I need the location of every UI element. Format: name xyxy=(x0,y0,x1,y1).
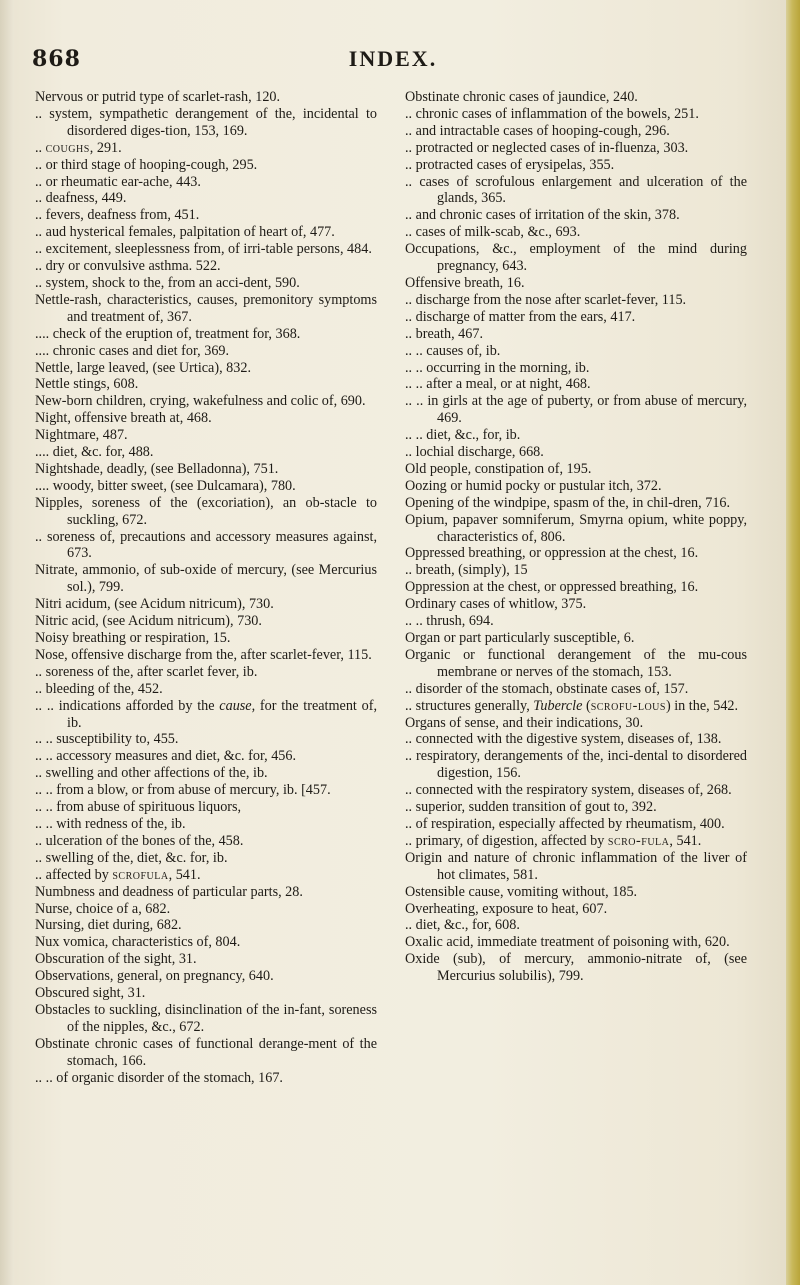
index-entry-text: Nettle, large leaved, (see Urtica), 832. xyxy=(35,359,251,376)
page-title: INDEX. xyxy=(348,46,438,71)
index-entry-text: .. ulceration of the bones of the, 458. xyxy=(35,832,244,849)
index-entry xyxy=(35,782,377,799)
index-entry-text: cause, xyxy=(219,697,256,714)
index-entry-text: .. excitement, sleeplessness from, of irri-table persons, 484. xyxy=(35,241,372,258)
index-entry xyxy=(35,326,377,343)
index-entry-text: .. deafness, 449. xyxy=(35,190,127,207)
index-entry xyxy=(405,275,747,292)
index-entry xyxy=(405,613,747,630)
index-entry xyxy=(35,917,377,934)
index-entry-text: Nitri acidum, (see Acidum nitricum), 730. xyxy=(35,596,274,613)
index-entry-text: Opening of the windpipe, spasm of the, in chil-dren, 716. xyxy=(405,494,731,511)
index-entry xyxy=(35,461,377,478)
index-entry-text: .. .. accessory measures and diet, &c. for, 456. xyxy=(35,748,297,765)
index-entry xyxy=(405,224,747,241)
index-entry xyxy=(35,258,377,275)
index-entry xyxy=(35,275,377,292)
index-entry xyxy=(405,427,747,444)
index-entry xyxy=(405,901,747,918)
index-entry-text: .. breath, (simply), 15 xyxy=(405,562,528,579)
index-entry xyxy=(405,681,747,698)
index-entry xyxy=(405,123,747,140)
index-entry-text: Nursing, diet during, 682. xyxy=(35,917,182,934)
index-entry xyxy=(35,867,377,884)
index-entry-text: .. .. diet, &c., for, ib. xyxy=(405,427,521,444)
index-entry xyxy=(405,748,747,782)
index-entry xyxy=(405,816,747,833)
index-entry xyxy=(35,529,377,563)
index-entry xyxy=(405,833,747,850)
index-entry xyxy=(35,613,377,630)
index-entry-text: Occupations, &c., employment of the mind during pregnancy, 643. xyxy=(405,241,747,275)
index-entry xyxy=(405,393,747,427)
index-entry xyxy=(405,647,747,681)
index-entry-text: .. .. indications afforded by the xyxy=(35,697,220,714)
index-entry-text: Oxalic acid, immediate treatment of poisoning with, 620. xyxy=(405,934,730,951)
index-entry xyxy=(35,241,377,258)
index-entry xyxy=(405,884,747,901)
index-entry xyxy=(35,376,377,393)
index-entry-text: .. disorder of the stomach, obstinate cases of, 157. xyxy=(405,680,689,697)
index-entry-text: Oozing or humid pocky or pustular itch, 372. xyxy=(405,477,662,494)
index-entry xyxy=(35,190,377,207)
index-entry xyxy=(405,495,747,512)
index-entry xyxy=(35,968,377,985)
index-entry-text: .. respiratory, derangements of the, inci-dental to disordered digestion, 156. xyxy=(405,748,747,782)
index-entry xyxy=(35,393,377,410)
index-column-right xyxy=(405,89,747,985)
index-entry-text: .. chronic cases of inflammation of the bowels, 251. xyxy=(405,105,699,122)
index-entry-text: , 541. xyxy=(168,866,201,883)
index-entry-text: .. .. after a meal, or at night, 468. xyxy=(405,376,591,393)
index-entry-text: coughs xyxy=(45,139,90,156)
index-entry-text: Obstacles to suckling, disinclination of the in-fant, soreness of the nipples, &c., 672. xyxy=(35,1001,377,1035)
index-entry xyxy=(35,884,377,901)
index-entry xyxy=(35,765,377,782)
index-entry-text: .. and chronic cases of irritation of the skin, 378. xyxy=(405,207,680,224)
index-entry-text: .... chronic cases and diet for, 369. xyxy=(35,342,230,359)
index-entry xyxy=(405,174,747,208)
page-spine-shadow xyxy=(0,0,14,1285)
page-number: 868 xyxy=(32,46,81,72)
index-entry xyxy=(35,816,377,833)
index-entry xyxy=(35,934,377,951)
index-entry-text: .. or rheumatic ear-ache, 443. xyxy=(35,173,201,190)
index-entry-text: Nettle-rash, characteristics, causes, premonitory symptoms and treatment of, 367. xyxy=(35,291,377,325)
index-entry-text: Overheating, exposure to heat, 607. xyxy=(405,900,608,917)
index-entry-text: Oxide (sub), of mercury, ammonio-nitrate of, (see Mercurius solubilis), 799. xyxy=(405,951,747,985)
index-entry-text: Nitrate, ammonio, of sub-oxide of mercury, (see Mercurius sol.), 799. xyxy=(35,562,377,596)
index-entry-text: .. .. in girls at the age of puberty, or from abuse of mercury, 469. xyxy=(405,393,747,427)
index-entry-text: .. cases of scrofulous enlargement and ulceration of the glands, 365. xyxy=(405,173,747,207)
index-entry xyxy=(35,174,377,191)
index-entry xyxy=(405,917,747,934)
index-entry-text: .. .. occurring in the morning, ib. xyxy=(405,359,590,376)
index-entry-text: Origin and nature of chronic inflammation of the liver of hot climates, 581. xyxy=(405,849,747,883)
index-entry xyxy=(405,782,747,799)
index-entry-text: .. dry or convulsive asthma. 522. xyxy=(35,258,221,275)
index-entry-text: Ostensible cause, vomiting without, 185. xyxy=(405,883,638,900)
index-entry-text: Nervous or putrid type of scarlet-rash, 120. xyxy=(35,89,281,105)
index-entry-text: .. .. susceptibility to, 455. xyxy=(35,731,179,748)
index-entry xyxy=(405,478,747,495)
index-entry-text: .. .. from abuse of spirituous liquors, xyxy=(35,799,242,816)
index-entry xyxy=(405,157,747,174)
index-entry-text: ) in the, 542. xyxy=(665,697,739,714)
index-entry-text: scrofula xyxy=(112,866,169,883)
index-entry-text: .. aud hysterical females, palpitation of heart of, 477. xyxy=(35,224,335,241)
index-entry xyxy=(405,241,747,275)
index-entry-text: .. xyxy=(35,139,46,156)
index-entry-text: Nitric acid, (see Acidum nitricum), 730. xyxy=(35,613,262,630)
index-entry-text: Nurse, choice of a, 682. xyxy=(35,900,171,917)
index-entry-text: .. of respiration, especially affected by rheumatism, 400. xyxy=(405,815,725,832)
index-entry-text: .. system, sympathetic derangement of the, incidental to disordered diges-tion, 153, 169. xyxy=(35,105,377,139)
index-entry xyxy=(405,698,747,715)
index-entry xyxy=(405,461,747,478)
index-entry-text: Opium, papaver somniferum, Smyrna opium, white poppy, characteristics of, 806. xyxy=(405,511,747,545)
index-entry-text: Nose, offensive discharge from the, after scarlet-fever, 115. xyxy=(35,646,372,663)
index-entry-text: .. swelling and other affections of the, ib. xyxy=(35,765,268,782)
index-entry xyxy=(405,106,747,123)
index-entry xyxy=(35,833,377,850)
index-entry xyxy=(405,376,747,393)
index-entry-text: Noisy breathing or respiration, 15. xyxy=(35,630,231,646)
index-entry-text: Obstinate chronic cases of functional derange-ment of the stomach, 166. xyxy=(35,1035,377,1069)
index-entry xyxy=(35,140,377,157)
index-entry xyxy=(35,444,377,461)
index-entry xyxy=(35,207,377,224)
index-entry-text: Nux vomica, characteristics of, 804. xyxy=(35,934,241,951)
index-entry xyxy=(35,89,377,106)
index-entry xyxy=(35,799,377,816)
index-entry xyxy=(405,630,747,647)
index-entry-text: Offensive breath, 16. xyxy=(405,274,525,291)
index-entry-text: .. .. causes of, ib. xyxy=(405,342,501,359)
index-entry-text: Nipples, soreness of the (excoriation), an ob-stacle to suckling, 672. xyxy=(35,494,377,528)
index-entry-text: Ordinary cases of whitlow, 375. xyxy=(405,596,587,613)
index-entry-text: .. breath, 467. xyxy=(405,325,484,342)
index-entry-text: .. .. thrush, 694. xyxy=(405,613,494,630)
index-entry xyxy=(35,698,377,732)
index-column-left xyxy=(35,89,377,1086)
index-entry-text: Obscured sight, 31. xyxy=(35,985,146,1002)
index-entry xyxy=(35,292,377,326)
index-entry xyxy=(35,664,377,681)
index-entry-text: Observations, general, on pregnancy, 640. xyxy=(35,968,274,985)
index-entry-text: Obstinate chronic cases of jaundice, 240. xyxy=(405,89,638,105)
index-entry xyxy=(35,951,377,968)
index-entry xyxy=(35,157,377,174)
index-entry xyxy=(405,951,747,985)
index-entry xyxy=(405,596,747,613)
index-entry-text: scro-fula xyxy=(607,832,670,849)
index-entry-text: .. soreness of, precautions and accessory measures against, 673. xyxy=(35,528,377,562)
index-entry-text: Numbness and deadness of particular parts, 28. xyxy=(35,883,303,900)
index-entry-text: .. protracted or neglected cases of in-fluenza, 303. xyxy=(405,139,689,156)
index-entry-text: .. primary, of digestion, affected by xyxy=(405,832,608,849)
index-entry-text: Organic or functional derangement of the mu-cous membrane or nerves of the stomach, 153. xyxy=(405,646,747,680)
index-entry xyxy=(35,985,377,1002)
index-entry xyxy=(35,630,377,647)
index-entry-text: .. discharge of matter from the ears, 417. xyxy=(405,308,636,325)
index-entry-text: Night, offensive breath at, 468. xyxy=(35,410,212,427)
index-entry xyxy=(35,596,377,613)
index-entry-text: .. diet, &c., for, 608. xyxy=(405,917,520,934)
index-entry xyxy=(35,106,377,140)
index-entry xyxy=(405,140,747,157)
index-entry-text: .. .. with redness of the, ib. xyxy=(35,815,186,832)
index-entry-text: .. and intractable cases of hooping-cough, 296. xyxy=(405,122,670,139)
index-entry-text: .. cases of milk-scab, &c., 693. xyxy=(405,224,581,241)
index-entry-text: Oppression at the chest, or oppressed breathing, 16. xyxy=(405,579,699,596)
index-entry-text: .. structures generally, xyxy=(405,697,534,714)
index-entry xyxy=(405,715,747,732)
index-entry xyxy=(35,748,377,765)
index-entry-text: , 541. xyxy=(669,832,702,849)
index-entry xyxy=(405,579,747,596)
index-entry xyxy=(405,309,747,326)
index-entry xyxy=(35,681,377,698)
index-entry xyxy=(35,731,377,748)
index-entry-text: Organ or part particularly susceptible, 6. xyxy=(405,630,635,646)
index-entry-text: .. .. of organic disorder of the stomach, 167. xyxy=(35,1069,283,1086)
index-entry-text: scrofu-lous xyxy=(590,697,666,714)
index-entry xyxy=(35,850,377,867)
index-entry xyxy=(35,562,377,596)
index-entry-text: .. bleeding of the, 452. xyxy=(35,680,163,697)
index-entry xyxy=(405,850,747,884)
index-entry-text: ( xyxy=(582,697,591,714)
index-entry-text: .. .. from a blow, or from abuse of mercury, ib. [457. xyxy=(35,782,331,799)
index-entry-text: .... diet, &c. for, 488. xyxy=(35,444,154,461)
page-header xyxy=(0,46,786,76)
index-entry xyxy=(405,207,747,224)
index-entry-text: .. fevers, deafness from, 451. xyxy=(35,207,200,224)
index-entry xyxy=(35,478,377,495)
index-entry-text: Tubercle xyxy=(533,697,583,714)
index-entry-text: .... check of the eruption of, treatment for, 368. xyxy=(35,325,301,342)
index-entry xyxy=(35,343,377,360)
index-entry-text: .. affected by xyxy=(35,866,113,883)
index-entry-text: .. system, shock to the, from an acci-dent, 590. xyxy=(35,274,300,291)
index-entry-text: .. or third stage of hooping-cough, 295. xyxy=(35,156,258,173)
index-entry-text: .. discharge from the nose after scarlet-fever, 115. xyxy=(405,291,687,308)
index-entry-text: Obscuration of the sight, 31. xyxy=(35,951,197,968)
index-entry-text: for the treatment of, ib. xyxy=(67,697,377,731)
index-entry xyxy=(35,1002,377,1036)
index-entry xyxy=(405,360,747,377)
index-entry xyxy=(35,495,377,529)
index-entry-text: .. swelling of the, diet, &c. for, ib. xyxy=(35,849,228,866)
index-entry-text: .. lochial discharge, 668. xyxy=(405,444,544,461)
index-entry xyxy=(35,1070,377,1087)
index-entry xyxy=(35,1036,377,1070)
index-entry xyxy=(405,343,747,360)
index-entry-text: Old people, constipation of, 195. xyxy=(405,460,592,477)
index-entry-text: .. soreness of the, after scarlet fever, ib. xyxy=(35,663,258,680)
index-entry xyxy=(405,292,747,309)
index-entry xyxy=(35,410,377,427)
index-entry-text: .. connected with the digestive system, diseases of, 138. xyxy=(405,731,722,748)
index-entry xyxy=(405,799,747,816)
index-entry-text: .. protracted cases of erysipelas, 355. xyxy=(405,156,615,173)
index-entry-text: , 291. xyxy=(89,139,122,156)
index-entry xyxy=(35,901,377,918)
index-entry xyxy=(35,360,377,377)
index-entry-text: Nightshade, deadly, (see Belladonna), 751. xyxy=(35,460,279,477)
index-entry xyxy=(405,444,747,461)
page-edge-gilt xyxy=(786,0,800,1285)
index-entry xyxy=(35,224,377,241)
index-entry xyxy=(35,427,377,444)
index-entry xyxy=(405,934,747,951)
index-entry-text: Nightmare, 487. xyxy=(35,427,128,444)
index-entry-text: Organs of sense, and their indications, 30. xyxy=(405,714,644,731)
index-entry-text: .... woody, bitter sweet, (see Dulcamara), 780. xyxy=(35,477,296,494)
index-entry xyxy=(405,562,747,579)
index-entry xyxy=(405,731,747,748)
index-entry xyxy=(405,326,747,343)
index-entry xyxy=(405,89,747,106)
index-entry-text: .. superior, sudden transition of gout to, 392. xyxy=(405,799,657,816)
index-entry xyxy=(35,647,377,664)
index-entry-text: New-born children, crying, wakefulness and colic of, 690. xyxy=(35,393,366,410)
index-entry-text: Nettle stings, 608. xyxy=(35,376,139,393)
index-entry-text: Oppressed breathing, or oppression at the chest, 16. xyxy=(405,545,699,562)
index-entry-text: .. connected with the respiratory system, diseases of, 268. xyxy=(405,782,732,799)
index-entry xyxy=(405,545,747,562)
index-entry xyxy=(405,512,747,546)
